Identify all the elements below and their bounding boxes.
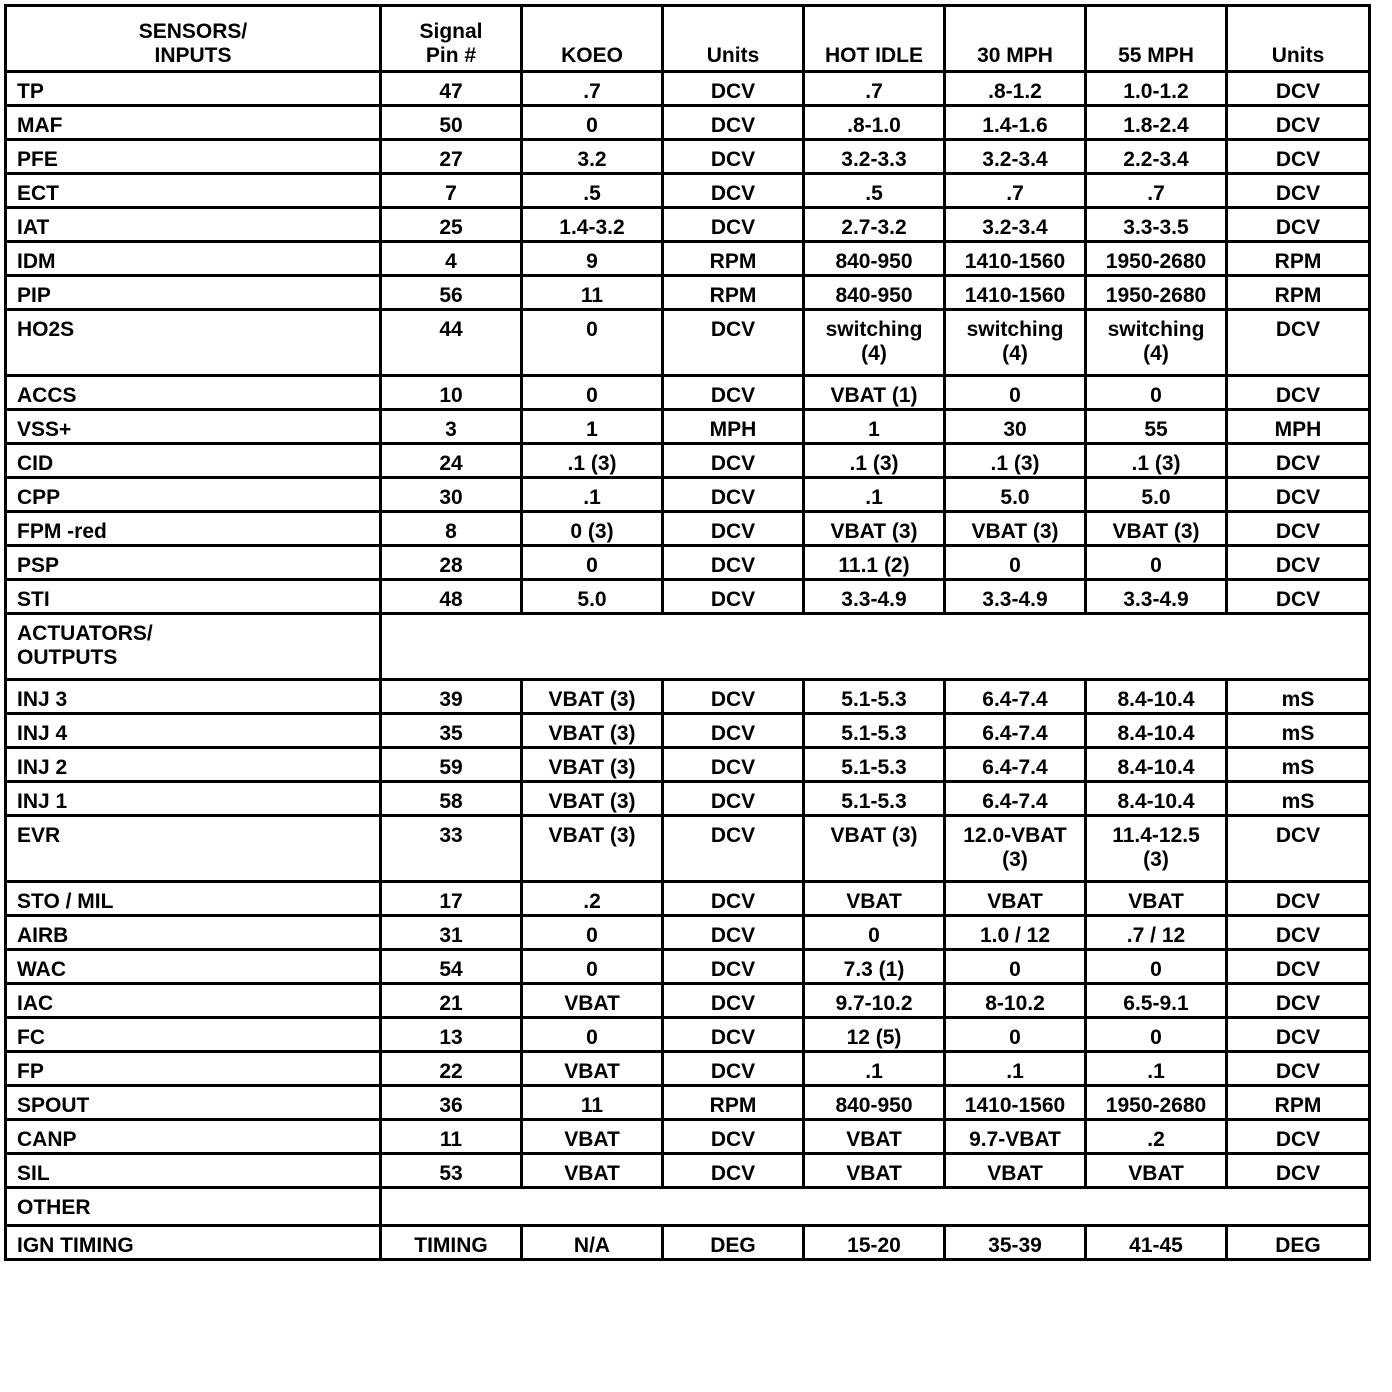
section-blank <box>381 1188 1370 1226</box>
table-cell: 0 <box>945 376 1086 410</box>
table-cell: 5.1-5.3 <box>804 680 945 714</box>
table-cell: 12 (5) <box>804 1018 945 1052</box>
table-cell: DCV <box>1227 546 1370 580</box>
table-cell: 50 <box>381 106 522 140</box>
table-cell: .2 <box>1086 1120 1227 1154</box>
table-cell: DCV <box>1227 106 1370 140</box>
row-label: TP <box>6 72 381 106</box>
table-cell: DCV <box>1227 444 1370 478</box>
table-cell: DCV <box>663 816 804 882</box>
table-cell: 3.2-3.4 <box>945 140 1086 174</box>
row-label: INJ 2 <box>6 748 381 782</box>
row-label: VSS+ <box>6 410 381 444</box>
table-cell: VBAT <box>804 1154 945 1188</box>
table-cell: 30 <box>945 410 1086 444</box>
table-cell: DCV <box>663 882 804 916</box>
table-cell: 31 <box>381 916 522 950</box>
table-cell: 13 <box>381 1018 522 1052</box>
table-cell: 1.4-3.2 <box>522 208 663 242</box>
table-cell: 0 <box>1086 376 1227 410</box>
header-30-mph: 30 MPH <box>945 6 1086 72</box>
table-row <box>6 984 1370 1018</box>
table-cell: 55 <box>1086 410 1227 444</box>
table-row <box>6 882 1370 916</box>
table-cell: DCV <box>1227 882 1370 916</box>
section-blank <box>381 614 1370 680</box>
table-cell: RPM <box>1227 276 1370 310</box>
table-cell: DCV <box>1227 174 1370 208</box>
table-row <box>6 208 1370 242</box>
row-label: FP <box>6 1052 381 1086</box>
table-cell: 35-39 <box>945 1226 1086 1260</box>
table-cell: DCV <box>1227 140 1370 174</box>
table-cell: 30 <box>381 478 522 512</box>
table-row <box>6 512 1370 546</box>
table-cell: DCV <box>1227 1052 1370 1086</box>
table-cell: VBAT <box>804 882 945 916</box>
table-cell: .5 <box>522 174 663 208</box>
table-cell: 3.3-3.5 <box>1086 208 1227 242</box>
table-cell: 39 <box>381 680 522 714</box>
table-cell: 0 <box>945 1018 1086 1052</box>
table-cell: 0 <box>804 916 945 950</box>
table-cell: VBAT <box>522 1052 663 1086</box>
table-cell: 15-20 <box>804 1226 945 1260</box>
table-row <box>6 916 1370 950</box>
header-units: Units <box>663 6 804 72</box>
table-cell: 6.5-9.1 <box>1086 984 1227 1018</box>
table-cell: 0 <box>1086 546 1227 580</box>
table-cell: 1410-1560 <box>945 276 1086 310</box>
table-cell: 11 <box>381 1120 522 1154</box>
table-row <box>6 1120 1370 1154</box>
table-cell: 9.7-10.2 <box>804 984 945 1018</box>
table-cell: 6.4-7.4 <box>945 748 1086 782</box>
row-label: ECT <box>6 174 381 208</box>
table-cell: DCV <box>663 376 804 410</box>
table-cell: DCV <box>663 714 804 748</box>
table-cell: DCV <box>663 174 804 208</box>
table-cell: .1 (3) <box>1086 444 1227 478</box>
table-cell: 1 <box>522 410 663 444</box>
table-cell: RPM <box>663 1086 804 1120</box>
table-row <box>6 310 1370 376</box>
table-cell: 56 <box>381 276 522 310</box>
diagnostic-values-table <box>4 4 1371 1261</box>
row-label: PSP <box>6 546 381 580</box>
row-label: PIP <box>6 276 381 310</box>
table-row <box>6 1052 1370 1086</box>
table-cell: 0 <box>945 546 1086 580</box>
header-row <box>6 6 1370 72</box>
header-koeo: KOEO <box>522 6 663 72</box>
table-cell: 8-10.2 <box>945 984 1086 1018</box>
table-cell: 8.4-10.4 <box>1086 714 1227 748</box>
table-cell: VBAT (3) <box>522 714 663 748</box>
table-row <box>6 950 1370 984</box>
table-row <box>6 1154 1370 1188</box>
table-cell: .7 <box>945 174 1086 208</box>
table-cell: 11 <box>522 276 663 310</box>
table-cell: DCV <box>663 512 804 546</box>
table-cell: 0 <box>522 1018 663 1052</box>
table-cell: DCV <box>1227 816 1370 882</box>
table-cell: RPM <box>1227 242 1370 276</box>
header-signal-pin: Signal Pin # <box>381 6 522 72</box>
table-cell: 4 <box>381 242 522 276</box>
row-label: FC <box>6 1018 381 1052</box>
row-label: IDM <box>6 242 381 276</box>
table-cell: VBAT <box>945 882 1086 916</box>
table-row <box>6 1226 1370 1260</box>
table-cell: DCV <box>1227 478 1370 512</box>
table-cell: VBAT <box>522 1120 663 1154</box>
table-cell: mS <box>1227 680 1370 714</box>
section-label: OTHER <box>6 1188 381 1226</box>
table-cell: mS <box>1227 748 1370 782</box>
table-cell: DCV <box>1227 310 1370 376</box>
table-row <box>6 106 1370 140</box>
table-cell: DCV <box>1227 512 1370 546</box>
table-cell: 36 <box>381 1086 522 1120</box>
header-55-mph: 55 MPH <box>1086 6 1227 72</box>
table-cell: 3.3-4.9 <box>804 580 945 614</box>
row-label: EVR <box>6 816 381 882</box>
table-cell: 5.1-5.3 <box>804 714 945 748</box>
table-cell: DCV <box>1227 72 1370 106</box>
table-cell: 1410-1560 <box>945 1086 1086 1120</box>
table-cell: VBAT (3) <box>804 816 945 882</box>
row-label: PFE <box>6 140 381 174</box>
table-cell: 8.4-10.4 <box>1086 748 1227 782</box>
table-cell: VBAT (3) <box>522 748 663 782</box>
table-cell: 41-45 <box>1086 1226 1227 1260</box>
table-cell: .7 <box>522 72 663 106</box>
header-units-2: Units <box>1227 6 1370 72</box>
table-cell: DCV <box>663 208 804 242</box>
row-label: INJ 1 <box>6 782 381 816</box>
table-cell: 5.0 <box>945 478 1086 512</box>
table-cell: 5.1-5.3 <box>804 782 945 816</box>
table-cell: 3.2-3.3 <box>804 140 945 174</box>
table-cell: 25 <box>381 208 522 242</box>
table-cell: 9.7-VBAT <box>945 1120 1086 1154</box>
table-cell: DCV <box>663 140 804 174</box>
table-cell: .1 <box>945 1052 1086 1086</box>
table-cell: 5.0 <box>522 580 663 614</box>
table-cell: 47 <box>381 72 522 106</box>
table-row <box>6 714 1370 748</box>
table-cell: 8 <box>381 512 522 546</box>
table-row <box>6 276 1370 310</box>
section-row <box>6 614 1370 680</box>
table-row <box>6 140 1370 174</box>
table-cell: 44 <box>381 310 522 376</box>
table-cell: 9 <box>522 242 663 276</box>
table-cell: VBAT <box>1086 882 1227 916</box>
table-cell: DEG <box>663 1226 804 1260</box>
table-cell: 22 <box>381 1052 522 1086</box>
row-label: CANP <box>6 1120 381 1154</box>
header-hot-idle: HOT IDLE <box>804 6 945 72</box>
table-cell: 1.8-2.4 <box>1086 106 1227 140</box>
table-cell: DCV <box>1227 950 1370 984</box>
row-label: INJ 3 <box>6 680 381 714</box>
table-cell: 11 <box>522 1086 663 1120</box>
row-label: ACCS <box>6 376 381 410</box>
table-cell: .1 <box>804 478 945 512</box>
table-cell: DCV <box>663 916 804 950</box>
table-cell: DCV <box>663 310 804 376</box>
table-cell: 35 <box>381 714 522 748</box>
table-cell: switching (4) <box>1086 310 1227 376</box>
header-sensors: SENSORS/ INPUTS <box>6 6 381 72</box>
row-label: INJ 4 <box>6 714 381 748</box>
row-label: HO2S <box>6 310 381 376</box>
table-cell: VBAT <box>1086 1154 1227 1188</box>
row-label: SPOUT <box>6 1086 381 1120</box>
table-cell: 28 <box>381 546 522 580</box>
table-cell: .1 <box>1086 1052 1227 1086</box>
table-cell: 2.2-3.4 <box>1086 140 1227 174</box>
table-cell: 3.2-3.4 <box>945 208 1086 242</box>
table-cell: 0 <box>522 376 663 410</box>
table-cell: 8.4-10.4 <box>1086 680 1227 714</box>
table-cell: .1 <box>804 1052 945 1086</box>
table-cell: DCV <box>663 1052 804 1086</box>
row-label: IGN TIMING <box>6 1226 381 1260</box>
table-cell: 8.4-10.4 <box>1086 782 1227 816</box>
table-cell: 10 <box>381 376 522 410</box>
table-row <box>6 410 1370 444</box>
table-row <box>6 444 1370 478</box>
table-cell: switching (4) <box>804 310 945 376</box>
table-cell: 6.4-7.4 <box>945 680 1086 714</box>
table-cell: RPM <box>663 276 804 310</box>
table-cell: MPH <box>1227 410 1370 444</box>
table-cell: 3 <box>381 410 522 444</box>
table-cell: 3.3-4.9 <box>1086 580 1227 614</box>
table-cell: 0 <box>1086 950 1227 984</box>
table-cell: .2 <box>522 882 663 916</box>
table-cell: VBAT <box>522 984 663 1018</box>
table-row <box>6 72 1370 106</box>
table-cell: 58 <box>381 782 522 816</box>
table-cell: DCV <box>663 680 804 714</box>
table-cell: 1.0 / 12 <box>945 916 1086 950</box>
table-cell: .7 <box>1086 174 1227 208</box>
table-cell: 1950-2680 <box>1086 276 1227 310</box>
table-cell: mS <box>1227 782 1370 816</box>
table-cell: VBAT (1) <box>804 376 945 410</box>
table-cell: DCV <box>1227 1154 1370 1188</box>
table-row <box>6 1018 1370 1052</box>
table-cell: 1410-1560 <box>945 242 1086 276</box>
table-cell: 11.1 (2) <box>804 546 945 580</box>
table-cell: DCV <box>1227 208 1370 242</box>
table-cell: 7.3 (1) <box>804 950 945 984</box>
table-cell: 59 <box>381 748 522 782</box>
table-cell: 12.0-VBAT (3) <box>945 816 1086 882</box>
table-cell: 6.4-7.4 <box>945 714 1086 748</box>
row-label: AIRB <box>6 916 381 950</box>
table-cell: .1 (3) <box>945 444 1086 478</box>
table-cell: .1 (3) <box>804 444 945 478</box>
table-cell: 6.4-7.4 <box>945 782 1086 816</box>
table-cell: 1.0-1.2 <box>1086 72 1227 106</box>
table-cell: DCV <box>663 1018 804 1052</box>
table-cell: VBAT (3) <box>945 512 1086 546</box>
table-cell: 3.3-4.9 <box>945 580 1086 614</box>
table-cell: 54 <box>381 950 522 984</box>
table-cell: 840-950 <box>804 1086 945 1120</box>
table-cell: DCV <box>1227 916 1370 950</box>
table-cell: VBAT <box>804 1120 945 1154</box>
table-cell: 0 <box>522 106 663 140</box>
table-cell: 7 <box>381 174 522 208</box>
table-cell: VBAT <box>945 1154 1086 1188</box>
table-cell: 0 <box>945 950 1086 984</box>
table-cell: RPM <box>663 242 804 276</box>
table-cell: DCV <box>1227 984 1370 1018</box>
table-cell: mS <box>1227 714 1370 748</box>
table-cell: .1 <box>522 478 663 512</box>
table-cell: 17 <box>381 882 522 916</box>
table-row <box>6 1086 1370 1120</box>
table-cell: .8-1.2 <box>945 72 1086 106</box>
row-label: IAC <box>6 984 381 1018</box>
table-row <box>6 546 1370 580</box>
table-cell: N/A <box>522 1226 663 1260</box>
table-cell: 1 <box>804 410 945 444</box>
table-cell: DEG <box>1227 1226 1370 1260</box>
table-cell: VBAT (3) <box>522 680 663 714</box>
table-cell: .7 / 12 <box>1086 916 1227 950</box>
row-label: WAC <box>6 950 381 984</box>
row-label: FPM -red <box>6 512 381 546</box>
row-label: MAF <box>6 106 381 140</box>
row-label: CID <box>6 444 381 478</box>
row-label: IAT <box>6 208 381 242</box>
table-cell: 11.4-12.5 (3) <box>1086 816 1227 882</box>
table-cell: 0 <box>1086 1018 1227 1052</box>
table-cell: .8-1.0 <box>804 106 945 140</box>
table-cell: 48 <box>381 580 522 614</box>
table-cell: 53 <box>381 1154 522 1188</box>
table-cell: DCV <box>663 72 804 106</box>
table-cell: .1 (3) <box>522 444 663 478</box>
table-cell: DCV <box>663 984 804 1018</box>
section-row <box>6 1188 1370 1226</box>
table-cell: 840-950 <box>804 276 945 310</box>
section-label: ACTUATORS/ OUTPUTS <box>6 614 381 680</box>
table-cell: 2.7-3.2 <box>804 208 945 242</box>
table-cell: DCV <box>663 748 804 782</box>
table-row <box>6 242 1370 276</box>
table-cell: RPM <box>1227 1086 1370 1120</box>
table-cell: 0 <box>522 310 663 376</box>
table-cell: DCV <box>663 444 804 478</box>
table-cell: switching (4) <box>945 310 1086 376</box>
table-cell: DCV <box>663 106 804 140</box>
table-cell: 1950-2680 <box>1086 1086 1227 1120</box>
table-cell: 1.4-1.6 <box>945 106 1086 140</box>
table-cell: DCV <box>1227 1018 1370 1052</box>
table-cell: DCV <box>663 950 804 984</box>
table-cell: VBAT (3) <box>522 782 663 816</box>
table-row <box>6 478 1370 512</box>
table-cell: 840-950 <box>804 242 945 276</box>
table-cell: 0 <box>522 916 663 950</box>
table-cell: DCV <box>663 546 804 580</box>
table-cell: VBAT (3) <box>522 816 663 882</box>
table-cell: 21 <box>381 984 522 1018</box>
table-cell: DCV <box>663 580 804 614</box>
table-cell: 24 <box>381 444 522 478</box>
table-row <box>6 748 1370 782</box>
table-cell: DCV <box>663 1154 804 1188</box>
table-cell: TIMING <box>381 1226 522 1260</box>
table-cell: VBAT <box>522 1154 663 1188</box>
table-cell: 0 <box>522 950 663 984</box>
table-row <box>6 680 1370 714</box>
table-cell: 3.2 <box>522 140 663 174</box>
table-cell: DCV <box>1227 376 1370 410</box>
table-cell: DCV <box>1227 1120 1370 1154</box>
row-label: SIL <box>6 1154 381 1188</box>
row-label: CPP <box>6 478 381 512</box>
table-cell: .5 <box>804 174 945 208</box>
table-cell: VBAT (3) <box>804 512 945 546</box>
table-row <box>6 174 1370 208</box>
row-label: STI <box>6 580 381 614</box>
table-cell: 33 <box>381 816 522 882</box>
table-cell: 0 (3) <box>522 512 663 546</box>
table-cell: 27 <box>381 140 522 174</box>
table-body <box>6 72 1370 1260</box>
table-row <box>6 376 1370 410</box>
table-cell: DCV <box>663 1120 804 1154</box>
table-cell: .7 <box>804 72 945 106</box>
table-cell: 1950-2680 <box>1086 242 1227 276</box>
table-cell: VBAT (3) <box>1086 512 1227 546</box>
table-cell: DCV <box>663 478 804 512</box>
table-cell: 0 <box>522 546 663 580</box>
table-cell: 5.0 <box>1086 478 1227 512</box>
table-cell: DCV <box>1227 580 1370 614</box>
table-cell: DCV <box>663 782 804 816</box>
table-row <box>6 816 1370 882</box>
table-cell: MPH <box>663 410 804 444</box>
table-cell: 5.1-5.3 <box>804 748 945 782</box>
table-row <box>6 782 1370 816</box>
row-label: STO / MIL <box>6 882 381 916</box>
table-row <box>6 580 1370 614</box>
